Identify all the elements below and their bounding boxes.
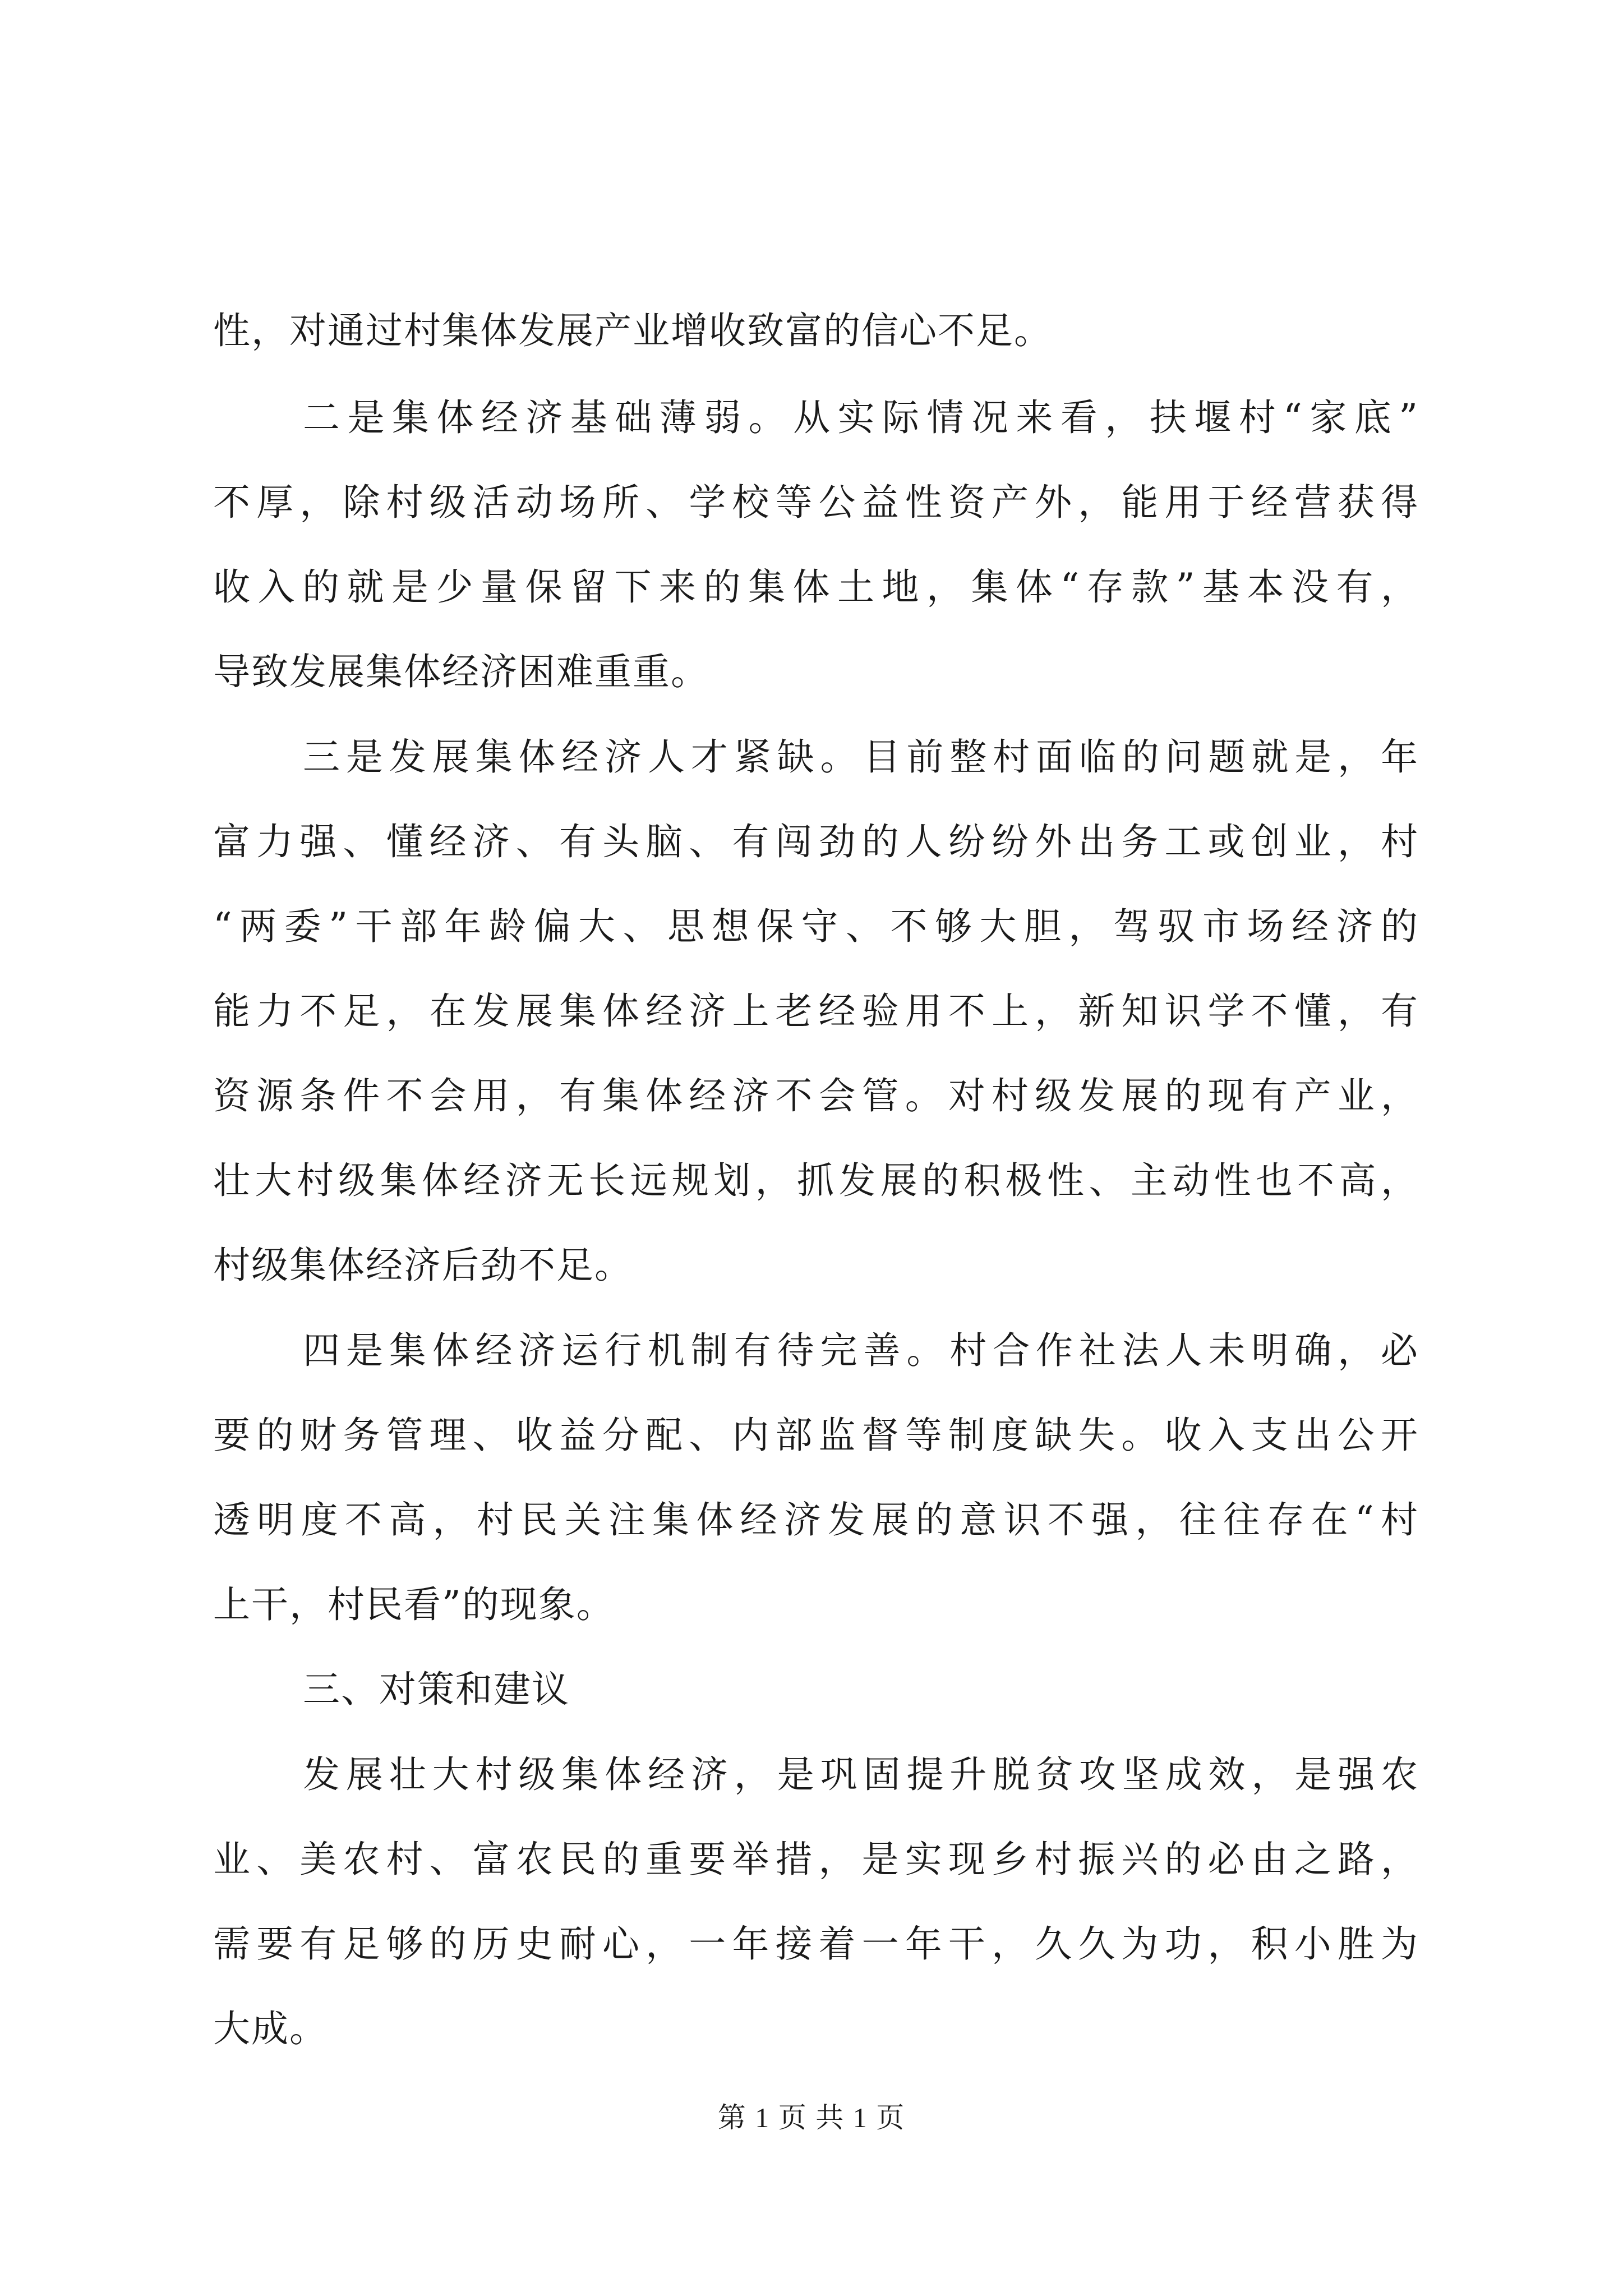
text-line: 业、美农村、富农民的重要举措，是实现乡村振兴的必由之路，: [213, 1838, 1419, 1881]
text-line: “两委”干部年龄偏大、思想保守、不够大胆，驾驭市场经济的: [213, 905, 1419, 948]
text-line: 壮大村级集体经济无长远规划，抓发展的积极性、主动性也不高，: [213, 1159, 1419, 1202]
text-line: 要的财务管理、收益分配、内部监督等制度缺失。收入支出公开: [213, 1414, 1419, 1457]
text-line: 富力强、懂经济、有头脑、有闯劲的人纷纷外出务工或创业，村: [213, 820, 1419, 863]
text-line: 四是集体经济运行机制有待完善。村合作社法人未明确，必: [303, 1329, 1419, 1372]
text-line: 三是发展集体经济人才紧缺。目前整村面临的问题就是，年: [303, 735, 1419, 779]
text-line: 导致发展集体经济困难重重。: [213, 650, 709, 693]
page-footer: 第 1 页 共 1 页: [717, 2102, 906, 2133]
text-line: 二是集体经济基础薄弱。从实际情况来看，扶堰村“家底”: [303, 396, 1419, 439]
text-line: 村级集体经济后劲不足。: [213, 1244, 633, 1287]
text-line: 收入的就是少量保留下来的集体土地，集体“存款”基本没有，: [213, 565, 1419, 609]
text-line: 透明度不高，村民关注集体经济发展的意识不强，往往存在“村: [213, 1498, 1419, 1542]
text-line: 性，对通过村集体发展产业增收致富的信心不足。: [213, 309, 1052, 352]
text-line: 资源条件不会用，有集体经济不会管。对村级发展的现有产业，: [213, 1074, 1419, 1117]
text-line: 需要有足够的历史耐心，一年接着一年干，久久为功，积小胜为: [213, 1922, 1419, 1966]
text-line: 大成。: [213, 2007, 328, 2050]
text-line: 发展壮大村级集体经济，是巩固提升脱贫攻坚成效，是强农: [303, 1753, 1419, 1796]
section-heading: 三、对策和建议: [303, 1668, 570, 1711]
text-line: 不厚，除村级活动场所、学校等公益性资产外，能用于经营获得: [213, 481, 1419, 524]
text-line: 能力不足，在发展集体经济上老经验用不上，新知识学不懂，有: [213, 990, 1419, 1033]
text-line: 上干，村民看”的现象。: [213, 1583, 615, 1626]
